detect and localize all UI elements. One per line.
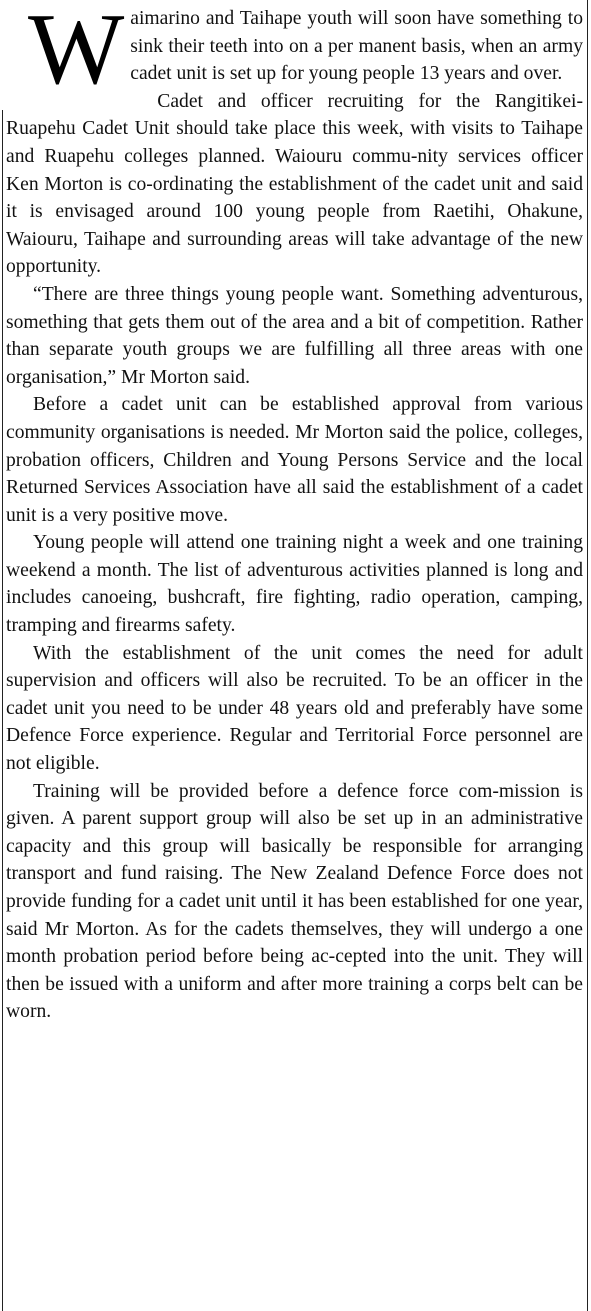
paragraph-4: Before a cadet unit can be established approval from various community organisations is needed. Mr Morton said the police, colleges, probation officers, Children and Young Persons Service and the local Returned Services Association have all said the establishment of a cadet unit is a very positive move. — [6, 394, 583, 526]
paragraph-7: Training will be provided before a defence force com-mission is given. A parent support group will also be set up in an administrative capacity and this group will basically be responsible for arranging transport and fund raising. The New Zealand Defence Force does not provide funding for a cadet unit until it has been established for one year, said Mr Morton. As for the cadets themselves, they will undergo a one month probation period before being ac-cepted into the unit. They will then be issued with a uniform and after more training a corps belt can be worn. — [6, 780, 583, 1023]
paragraph-3: “There are three things young people want. Something adventurous, something that gets them out of the area and a bit of competition. Rather than separate youth groups we are fulfilling all three areas with one organisation,” Mr Morton said. — [6, 283, 583, 388]
paragraph-1 — [6, 0, 583, 106]
paragraph-6: With the establishment of the unit comes the need for adult supervision and officers will also be recruited. To be an officer in the cadet unit you need to be under 48 years old and preferably have some Defence Force experience. Regular and Territorial Force personnel are not eligible. — [6, 642, 583, 775]
paragraph-2: Cadet and officer recruiting for the Rangitikei-Ruapehu Cadet Unit should take place this week, with visits to Taihape and Ruapehu colleges planned. Waiouru commu-nity services officer Ken Morton is co-ordinating the establishment of the cadet unit and said it is envisaged around 100 young people from Raetihi, Ohakune, Waiouru, Taihape and surrounding areas will take advantage of the new opportunity. — [6, 90, 583, 278]
drop-cap: W — [28, 0, 125, 106]
paragraph-1-text: aimarino and Taihape youth will soon have something to sink their teeth into on a per manent basis, when an army cadet unit is set up for young people 13 years and over. — [130, 8, 583, 85]
paragraph-5: Young people will attend one training night a week and one training weekend a month. The list of adventurous activities planned is long and includes canoeing, bushcraft, fire fighting, radio operation, camping, tramping and firearms safety. — [6, 532, 583, 637]
